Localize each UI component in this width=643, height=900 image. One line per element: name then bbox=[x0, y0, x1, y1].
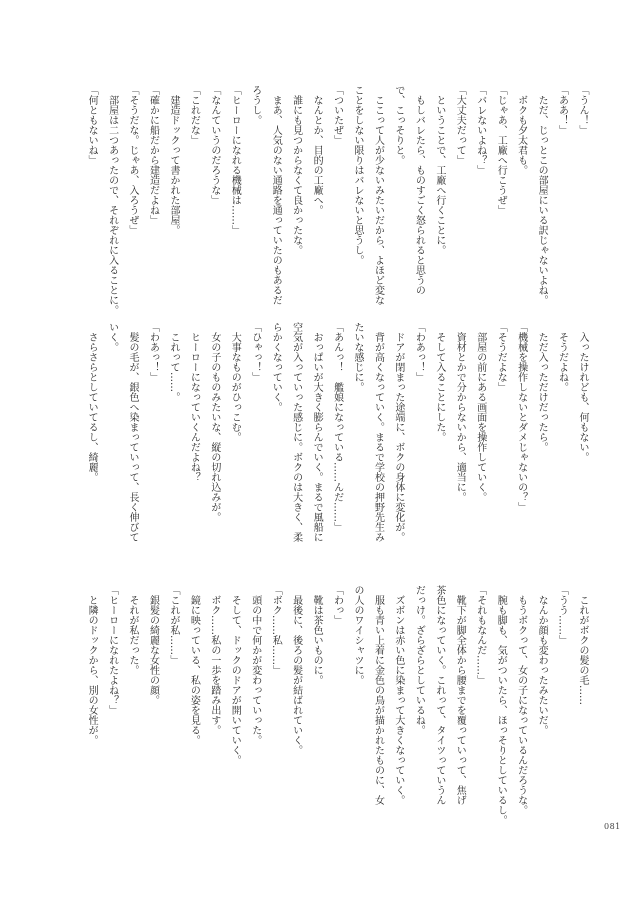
text-line: そして、ドックのドアが開いていく。 bbox=[229, 595, 241, 765]
text-line: おっぱいが大きく膨らんでいく。まるで風船に bbox=[311, 332, 323, 542]
text-line: 入ったけれども、何もない。 bbox=[577, 332, 588, 462]
text-line: 銀髪の綺麗な女性の顔。 bbox=[147, 595, 159, 705]
text-line: ボクも夕太君も。 bbox=[515, 95, 527, 175]
text-line: 「何ともないね」 bbox=[86, 85, 98, 165]
text-line: と隣のドックから、別の女性が。 bbox=[86, 595, 98, 745]
text-line: 大事なものがひっこむ。 bbox=[229, 332, 241, 442]
text-band-middle bbox=[80, 322, 592, 562]
text-line: 靴下が脚全体から腰までを覆っていって、焦げ bbox=[454, 595, 466, 805]
text-line: 腕も脚も、気がついたら、ほっそりとしているし。 bbox=[495, 595, 507, 825]
text-line: そうだよね。 bbox=[556, 332, 568, 392]
text-line: 「ついたぜ」 bbox=[331, 85, 343, 145]
text-line: いく。 bbox=[106, 322, 118, 352]
text-line: 空気が入っていった感じに。ボクのは大きく、柔 bbox=[290, 322, 302, 542]
text-line: そして入ることにした。 bbox=[433, 332, 445, 442]
text-line: 茶色になっていく。これって、タイツっていうん bbox=[433, 585, 445, 805]
text-line: 髪の毛が、銀色へ染まっていって、長く伸びて bbox=[127, 332, 139, 542]
text-line: 「そうだよな」 bbox=[495, 322, 507, 392]
text-line: ただ、じっとこの部屋にいる訳じゃないよね。 bbox=[536, 95, 548, 305]
text-line: なんか顔も変わったみたいだ。 bbox=[536, 595, 548, 735]
text-line: 「わっ」 bbox=[331, 585, 343, 625]
text-line: ろうし。 bbox=[249, 85, 261, 125]
text-line: 「じゃあ、工廠へ行こうぜ」 bbox=[495, 85, 507, 215]
text-line: 「なんていうのだろうな」 bbox=[208, 85, 220, 205]
text-line: ズボンは赤い色に染まって大きくなっていく。 bbox=[392, 595, 404, 805]
text-line: ということで、工廠へ行くことに。 bbox=[433, 95, 445, 255]
text-line: らかくなっていく。 bbox=[270, 322, 282, 412]
text-line: 「ボク……私……」 bbox=[270, 585, 282, 675]
text-line: ただ入っただけだったら。 bbox=[536, 332, 548, 452]
text-line: それが私だった。 bbox=[127, 595, 139, 675]
text-line: 「これが私……」 bbox=[167, 585, 179, 665]
text-line: さらさらとしていてるし、綺麗。 bbox=[86, 332, 98, 482]
text-line: で、こっそりと。 bbox=[392, 85, 404, 165]
text-line: ドアが閉まった途端に、ボクの身体に変化が。 bbox=[392, 332, 404, 542]
text-line: だっけ。ざらざらとしているね。 bbox=[413, 585, 425, 735]
text-line: の人のワイシャツに。 bbox=[352, 585, 364, 685]
text-line: 誰にも見つからなくて良かったな。 bbox=[290, 95, 302, 255]
text-line: 鏡に映っている、私の姿を見る。 bbox=[188, 595, 200, 745]
text-band-top bbox=[80, 85, 592, 325]
text-line: たいな感じに。 bbox=[352, 322, 364, 392]
text-line: 部屋の前にある画面を操作していく。 bbox=[474, 332, 486, 502]
text-line: ことをしない限りはバレないと思うし。 bbox=[352, 85, 364, 265]
text-line: 服も青い上着に金色の鳥が描かれたものに、女 bbox=[372, 595, 384, 805]
text-line: 建造ドックって書かれた部屋。 bbox=[167, 95, 179, 235]
text-line: ヒーローになっていくんだよね？ bbox=[188, 332, 200, 482]
text-line: 「バレないよね？」 bbox=[474, 85, 486, 175]
text-line: 「ひゃっ！」 bbox=[249, 322, 261, 382]
text-line: 「ヒーローになれる機械は……」 bbox=[229, 85, 241, 235]
text-line: 「そうだな。じゃあ、入ろうぜ」 bbox=[127, 85, 139, 235]
text-line: 「これだな」 bbox=[188, 85, 200, 145]
text-line: 最後に、後ろの髪が結ばれていく。 bbox=[290, 595, 302, 755]
text-line: 女の子のものみたいな、縦の切れ込みが。 bbox=[208, 332, 220, 522]
text-line: 「機械を操作しないとダメじゃないの？」 bbox=[515, 322, 527, 512]
text-line: まあ、人気のない通路を通っていたのもあるだ bbox=[270, 95, 282, 305]
text-line: 「確かに船だから建造だよね」 bbox=[147, 85, 159, 225]
text-line: もしバレたら、ものすごく怒られると思うの bbox=[413, 95, 425, 295]
text-line: 「わあっ！」 bbox=[413, 322, 425, 382]
page-number: 081 bbox=[604, 822, 621, 831]
text-line: 部屋は二つあったので、それぞれに入ることに。 bbox=[106, 95, 118, 315]
text-line: 「あんっ！ 艦娘になっている……んだ……」 bbox=[331, 322, 343, 532]
text-line: これがボクの髪の毛…… bbox=[577, 595, 588, 705]
text-line: 資材とかで分からないから、適当に。 bbox=[454, 332, 466, 502]
text-line: 「ああ！」 bbox=[556, 85, 568, 135]
text-line: 「うう……」 bbox=[556, 585, 568, 645]
text-line: 「ヒーローになれたよね？」 bbox=[106, 585, 118, 715]
text-line: 「大丈夫だって」 bbox=[454, 85, 466, 165]
text-line: 背が高くなっていく。まるで学校の押野先生み bbox=[372, 332, 384, 542]
text-line: 「それもなんだ……」 bbox=[474, 585, 486, 685]
text-line: 「わあっ！」 bbox=[147, 322, 159, 382]
text-line: なんとか、目的の工廠へ。 bbox=[311, 95, 323, 215]
text-line: もうボクって、女の子になっているんだろうな。 bbox=[515, 595, 527, 815]
text-band-bottom bbox=[80, 585, 592, 825]
text-line: これって……。 bbox=[167, 332, 179, 402]
text-line: 「うん！」 bbox=[577, 85, 588, 135]
text-line: ここって人が少ないみたいだから、よほど変な bbox=[372, 95, 384, 305]
text-line: 靴は茶色いものに。 bbox=[311, 595, 323, 685]
text-line: 頭の中で何かが変わっていった。 bbox=[249, 595, 261, 745]
text-line: ボク……私の一歩を踏み出す。 bbox=[208, 595, 220, 735]
